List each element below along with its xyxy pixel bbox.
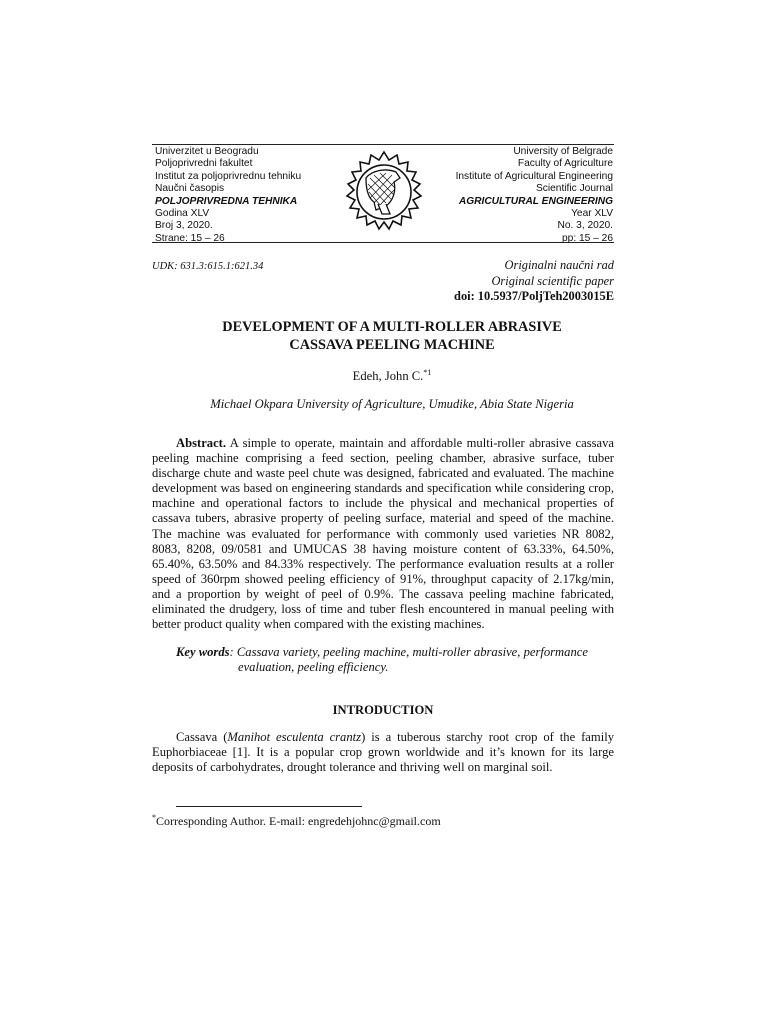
header-right-issue: No. 3, 2020. — [557, 220, 613, 232]
header-top-rule — [152, 144, 614, 145]
header-right-journal-type: Scientific Journal — [535, 183, 613, 195]
header-left-journal-type: Naučni časopis — [155, 183, 225, 195]
intro-text-b: ) is a tuberous starchy root crop of the family Euphorbiaceae [1]. It is a popular crop grown worldwide and it’s known for its large deposits of carbohydrates, drought tolerance and thriving well on marginal soil. — [152, 730, 614, 775]
header-right-faculty: Faculty of Agriculture — [517, 158, 613, 170]
introduction-heading: INTRODUCTION — [332, 703, 434, 717]
header-right-university: University of Belgrade — [513, 146, 613, 157]
title-line-2: CASSAVA PEELING MACHINE — [289, 336, 495, 353]
author-mark: *1 — [423, 368, 432, 377]
keywords-label: Key words — [176, 645, 230, 659]
doi: doi: 10.5937/PoljTeh2003015E — [454, 289, 614, 303]
paper-type-block — [454, 258, 614, 305]
header-right-pages: pp: 15 – 26 — [562, 232, 613, 244]
header-left-year: Godina XLV — [155, 208, 210, 220]
footnote-text: Corresponding Author. E-mail: engredehjohnc@gmail.com — [156, 814, 441, 828]
header-right-journal-name: AGRICULTURAL ENGINEERING — [458, 195, 613, 207]
journal-header-english — [456, 146, 613, 245]
paper-title — [152, 319, 632, 354]
header-left-pages: Strane: 15 – 26 — [155, 232, 225, 244]
footnote-separator — [176, 806, 362, 807]
author — [152, 368, 632, 384]
header-left-university: Univerzitet u Beogradu — [155, 146, 259, 157]
keywords-line-2: evaluation, peeling efficiency. — [238, 660, 389, 675]
header-left-institute: Institut za poljoprivrednu tehniku — [155, 170, 302, 182]
affiliation: Michael Okpara University of Agriculture, Umudike, Abia State Nigeria — [210, 397, 574, 411]
intro-text-a: Cassava ( — [176, 730, 228, 744]
abstract-label: Abstract. — [176, 436, 227, 450]
title-line-1: DEVELOPMENT OF A MULTI-ROLLER ABRASIVE — [222, 319, 562, 335]
author-name: Edeh, John C. — [352, 369, 424, 384]
journal-logo-gear-icon — [338, 148, 430, 240]
intro-species: Manihot esculenta crantz — [227, 730, 362, 744]
header-left-issue: Broj 3, 2020. — [155, 220, 213, 232]
paper-type-serbian: Originalni naučni rad — [504, 258, 614, 272]
abstract-text: A simple to operate, maintain and affordable multi-roller abrasive cassava peeling machine comprising a feed section, peeling chamber, abrasive surface, tuber discharge chute and waste peel chute was designed, fabricated and evaluated. The machine development was based on engineering standards and specification while considering crop, machine and operational factors to include the physical and mechanical properties of cassava tubers, abrasive property of peeling surface, material and speed of the machine. The machine was evaluated for performance with commonly used varieties NR 8082, 8083, 8208, 09/0581 and UMUCAS 38 having moisture content of 63.33%, 64.50%, 65.40%, 63.50% and 84.33% respectively. The performance evaluation results at a roller speed of 360rpm showed peeling efficiency of 91%, throughput capacity of 2.17kg/min, and a proportion by weight of peel of 0.9%. The cassava peeling machine fabricated, eliminated the drudgery, loss of time and tuber flesh encountered in manual peeling with better product quality when compared with the existing machines. — [152, 436, 614, 632]
abstract — [152, 436, 614, 632]
header-left-faculty: Poljoprivredni fakultet — [155, 158, 253, 170]
header-right-institute: Institute of Agricultural Engineering — [455, 170, 613, 182]
keywords — [176, 645, 614, 675]
journal-header-serbian — [155, 146, 301, 245]
introduction-paragraph — [152, 730, 614, 775]
header-left-journal-name: POLJOPRIVREDNA TEHNIKA — [155, 195, 298, 207]
header-right-year: Year XLV — [571, 208, 613, 220]
footnote — [152, 813, 441, 829]
udk-code: UDK: 631.3:615.1:621.34 — [152, 261, 264, 272]
paper-type-english: Original scientific paper — [491, 273, 614, 288]
keywords-line-1: : Cassava variety, peeling machine, multi-roller abrasive, performance — [229, 645, 588, 659]
footnote-mark: * — [152, 813, 156, 822]
